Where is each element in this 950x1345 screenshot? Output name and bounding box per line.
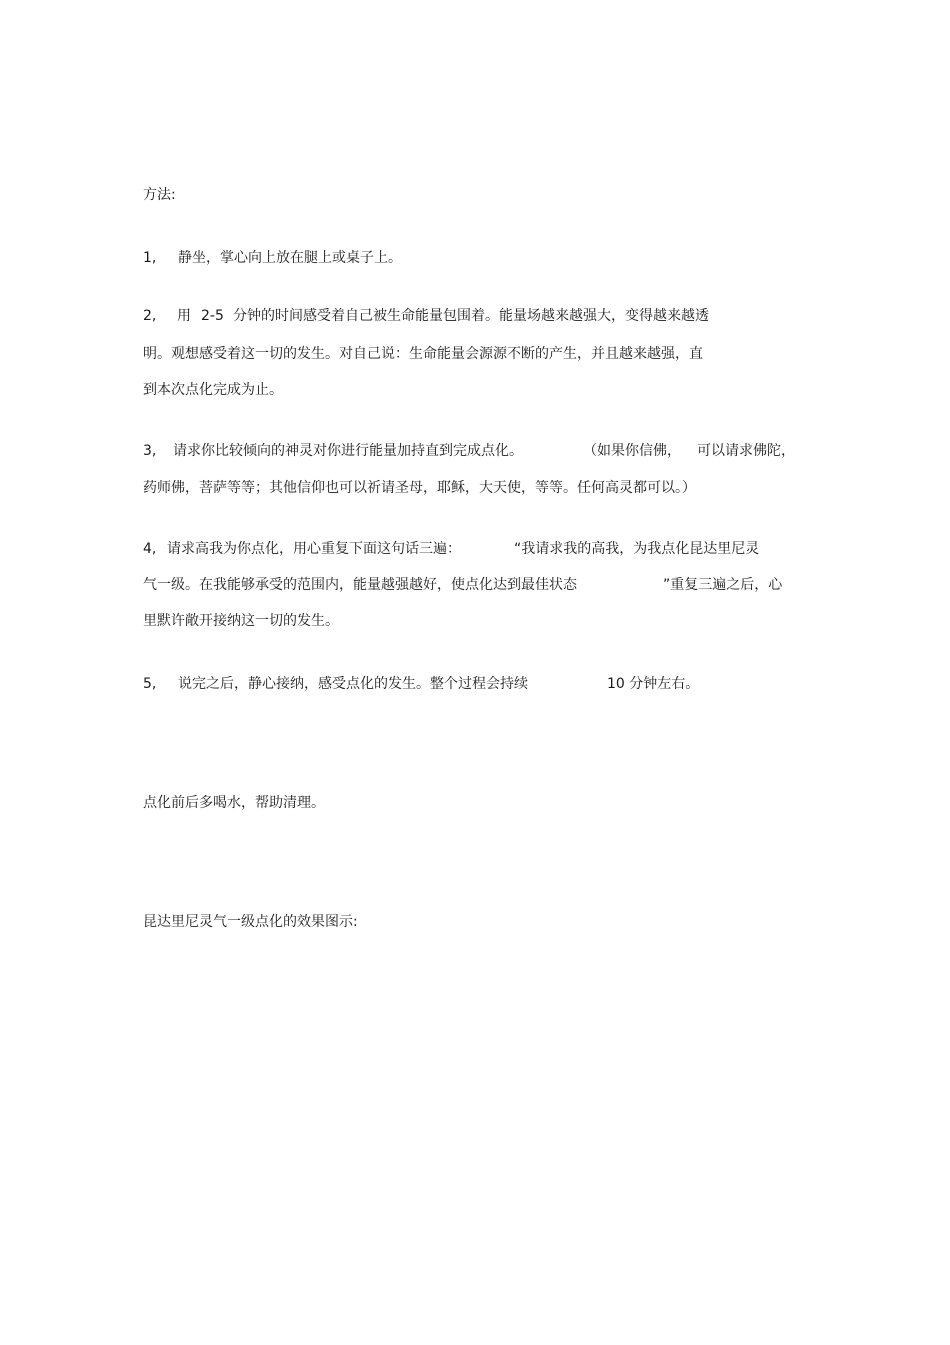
- step-2-number: 2,: [143, 308, 157, 324]
- step-3-text-b: （如果你信佛，: [583, 443, 681, 459]
- step-3-line-2: 药师佛，菩萨等等；其他信仰也可以祈请圣母，耶稣，大天使，等等。任何高灵都可以。）: [143, 480, 696, 496]
- step-1-number: 1,: [143, 250, 157, 266]
- step-2-text-a: 用: [177, 308, 191, 324]
- step-1: [143, 249, 843, 267]
- step-4-line-1: [143, 540, 843, 558]
- step-4-text-b: “我请求我的高我，为我点化昆达里尼灵: [514, 541, 760, 557]
- step-5: [143, 675, 843, 693]
- step-2-line-3: 到本次点化完成为止。: [143, 382, 283, 398]
- step-3-number: 3,: [143, 443, 157, 459]
- step-2-text-b: 2-5: [201, 308, 224, 324]
- step-5-text-b: 10 分钟左右。: [607, 676, 700, 692]
- step-3-line-1: [143, 442, 843, 460]
- water-note: 点化前后多喝水，帮助清理。: [143, 795, 325, 811]
- step-5-number: 5,: [143, 676, 157, 692]
- figure-caption: 昆达里尼灵气一级点化的效果图示:: [143, 914, 358, 930]
- step-5-text-a: 说完之后，静心接纳，感受点化的发生。整个过程会持续: [178, 676, 528, 692]
- step-2-line-1: [143, 307, 843, 325]
- step-1-text: 静坐，掌心向上放在腿上或桌子上。: [178, 250, 402, 266]
- step-4-text-c: 气一级。在我能够承受的范围内，能量越强越好，使点化达到最佳状态: [143, 577, 577, 593]
- step-4-line-3: 里默许敞开接纳这一切的发生。: [143, 613, 339, 629]
- step-4-line-2: [143, 576, 843, 594]
- step-4-text-d: ”重复三遍之后，心: [663, 577, 783, 593]
- step-3-text-c: 可以请求佛陀，: [697, 443, 795, 459]
- step-3-text-a: 请求你比较倾向的神灵对你进行能量加持直到完成点化。: [173, 443, 523, 459]
- step-4-number: 4,: [143, 541, 157, 557]
- step-2-text-c: 分钟的时间感受着自己被生命能量包围着。能量场越来越强大，变得越来越透: [233, 308, 709, 324]
- step-2-line-2: 明。观想感受着这一切的发生。对自己说：生命能量会源源不断的产生，并且越来越强，直: [143, 346, 703, 362]
- step-4-text-a: 请求高我为你点化，用心重复下面这句话三遍：: [167, 541, 461, 557]
- section-heading: 方法:: [143, 187, 176, 203]
